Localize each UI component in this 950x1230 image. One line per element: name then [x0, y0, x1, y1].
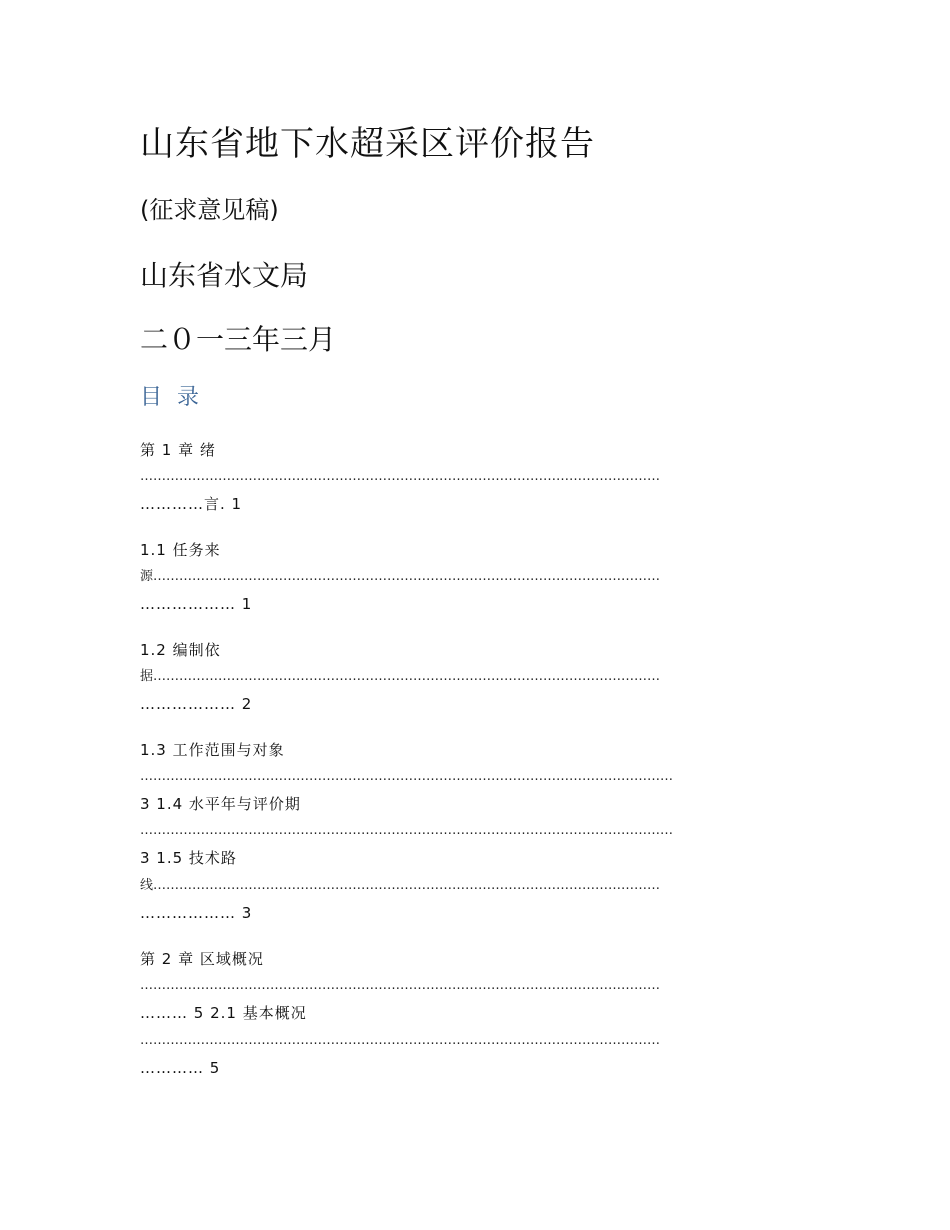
toc-line: ……………… 1: [140, 595, 253, 613]
toc-leader-dots: …………………………………………………………………………………………………………: [140, 469, 660, 484]
toc-line: 1.2 编制依: [140, 641, 221, 659]
toc-leader-dots: ……………………………………………………………………………………………………………: [140, 769, 673, 784]
toc-line: 第 1 章 绪: [140, 441, 216, 459]
toc-line: ………… 5: [140, 1059, 221, 1077]
document-date: 二０一三年三月: [140, 323, 337, 356]
organization-name: 山东省水文局: [140, 259, 309, 292]
toc-line: ……… 5 2.1 基本概况: [140, 1004, 307, 1022]
toc-line: 3 1.4 水平年与评价期: [140, 795, 301, 813]
toc-line: 3 1.5 技术路: [140, 849, 237, 867]
toc-line: 第 2 章 区域概况: [140, 950, 264, 968]
document-title: 山东省地下水超采区评价报告: [140, 124, 595, 164]
toc-line: 1.1 任务来: [140, 541, 221, 559]
toc-leader-dots: …………………………………………………………………………………………………………: [140, 1033, 660, 1048]
document-subtitle: (征求意见稿): [140, 196, 279, 224]
toc-heading: 目 录: [140, 385, 203, 410]
toc-line: ……………… 2: [140, 695, 253, 713]
toc-line: …………言. 1: [140, 495, 243, 513]
toc-line: 1.3 工作范围与对象: [140, 741, 285, 759]
toc-leader-dots: 据………………………………………………………………………………………………………: [140, 669, 660, 684]
toc-leader-dots: 线………………………………………………………………………………………………………: [140, 878, 660, 893]
toc-leader-dots: ……………………………………………………………………………………………………………: [140, 823, 673, 838]
toc-leader-dots: …………………………………………………………………………………………………………: [140, 978, 660, 993]
toc-line: ……………… 3: [140, 904, 253, 922]
toc-leader-dots: 源………………………………………………………………………………………………………: [140, 569, 660, 584]
